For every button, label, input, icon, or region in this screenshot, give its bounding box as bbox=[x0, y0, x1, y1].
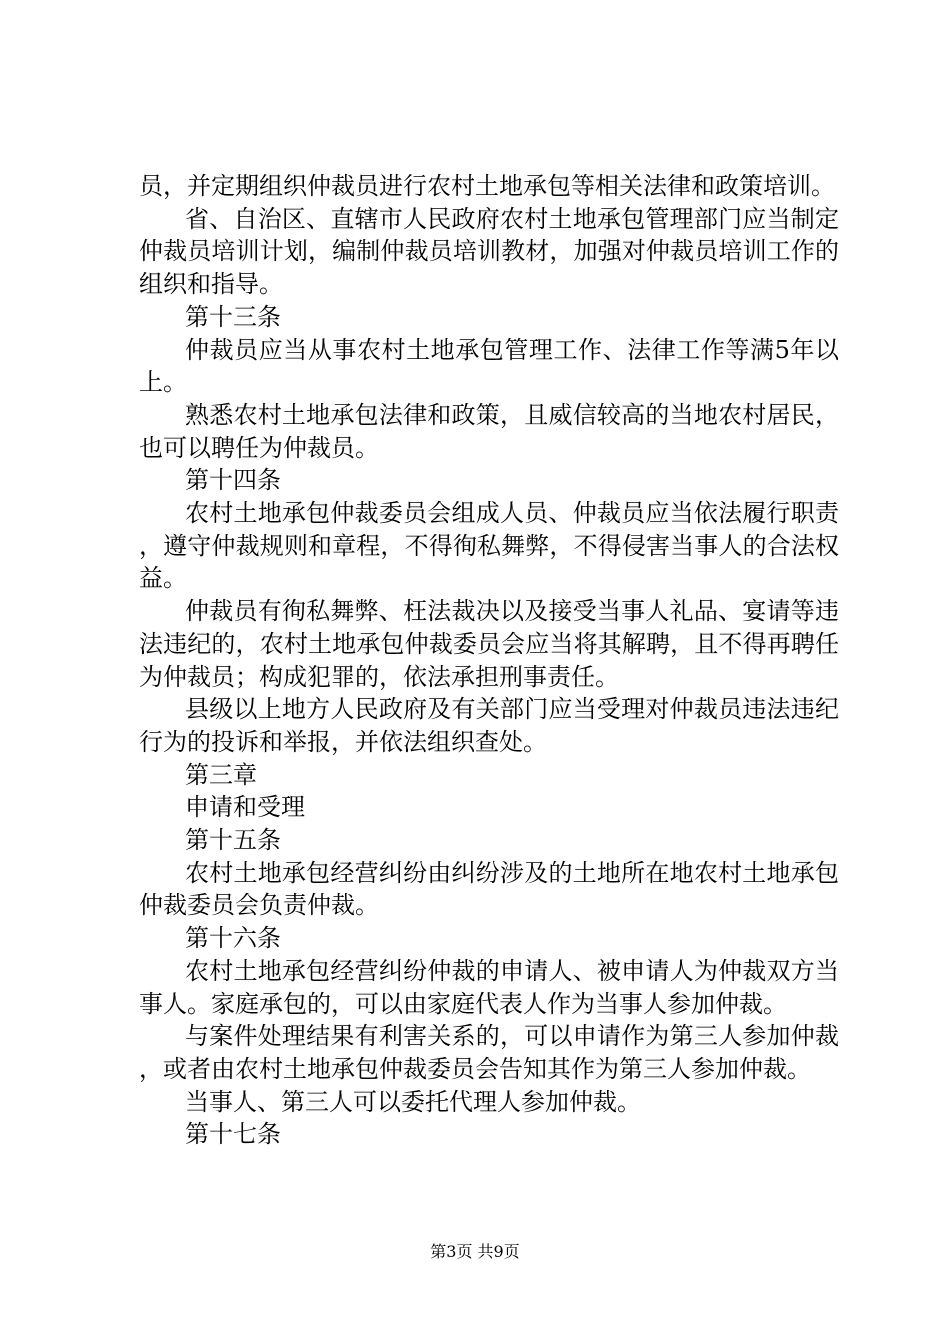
paragraph: 仲裁员应当从事农村土地承包管理工作、法律工作等满5年以上。 bbox=[139, 335, 839, 397]
paragraph: 仲裁员有徇私舞弊、枉法裁决以及接受当事人礼品、宴请等违法违纪的，农村土地承包仲裁委员会应当将其解聘，且不得再聘任为仲裁员；构成犯罪的，依法承担刑事责任。 bbox=[139, 597, 839, 691]
paragraph: 第十五条 bbox=[185, 826, 281, 855]
paragraph: 第十三条 bbox=[185, 302, 281, 331]
paragraph: 申请和受理 bbox=[185, 793, 305, 822]
paragraph: 当事人、第三人可以委托代理人参加仲裁。 bbox=[185, 1087, 641, 1116]
paragraph: 农村土地承包经营纠纷仲裁的申请人、被申请人为仲裁双方当事人。家庭承包的，可以由家庭代表人作为当事人参加仲裁。 bbox=[139, 956, 839, 1018]
paragraph: 第十四条 bbox=[185, 466, 281, 495]
paragraph: 省、自治区、直辖市人民政府农村土地承包管理部门应当制定仲裁员培训计划，编制仲裁员培训教材，加强对仲裁员培训工作的组织和指导。 bbox=[139, 204, 839, 299]
paragraph: 熟悉农村土地承包法律和政策，且威信较高的当地农村居民，也可以聘任为仲裁员。 bbox=[139, 400, 839, 462]
paragraph: 农村土地承包经营纠纷由纠纷涉及的土地所在地农村土地承包仲裁委员会负责仲裁。 bbox=[139, 858, 839, 920]
paragraph: 农村土地承包仲裁委员会组成人员、仲裁员应当依法履行职责，遵守仲裁规则和章程，不得徇私舞弊，不得侵害当事人的合法权益。 bbox=[139, 499, 839, 593]
paragraph: 员，并定期组织仲裁员进行农村土地承包等相关法律和政策培训。 bbox=[139, 172, 835, 200]
paragraph: 与案件处理结果有利害关系的，可以申请作为第三人参加仲裁，或者由农村土地承包仲裁委员会告知其作为第三人参加仲裁。 bbox=[139, 1022, 839, 1083]
page-footer: 第3页 共9页 bbox=[430, 1242, 520, 1261]
paragraph: 第十七条 bbox=[185, 1120, 281, 1149]
paragraph: 第三章 bbox=[185, 760, 257, 789]
body-text bbox=[139, 170, 839, 1151]
paragraph: 第十六条 bbox=[185, 924, 281, 953]
paragraph: 县级以上地方人民政府及有关部门应当受理对仲裁员违法违纪行为的投诉和举报，并依法组织查处。 bbox=[139, 695, 839, 756]
